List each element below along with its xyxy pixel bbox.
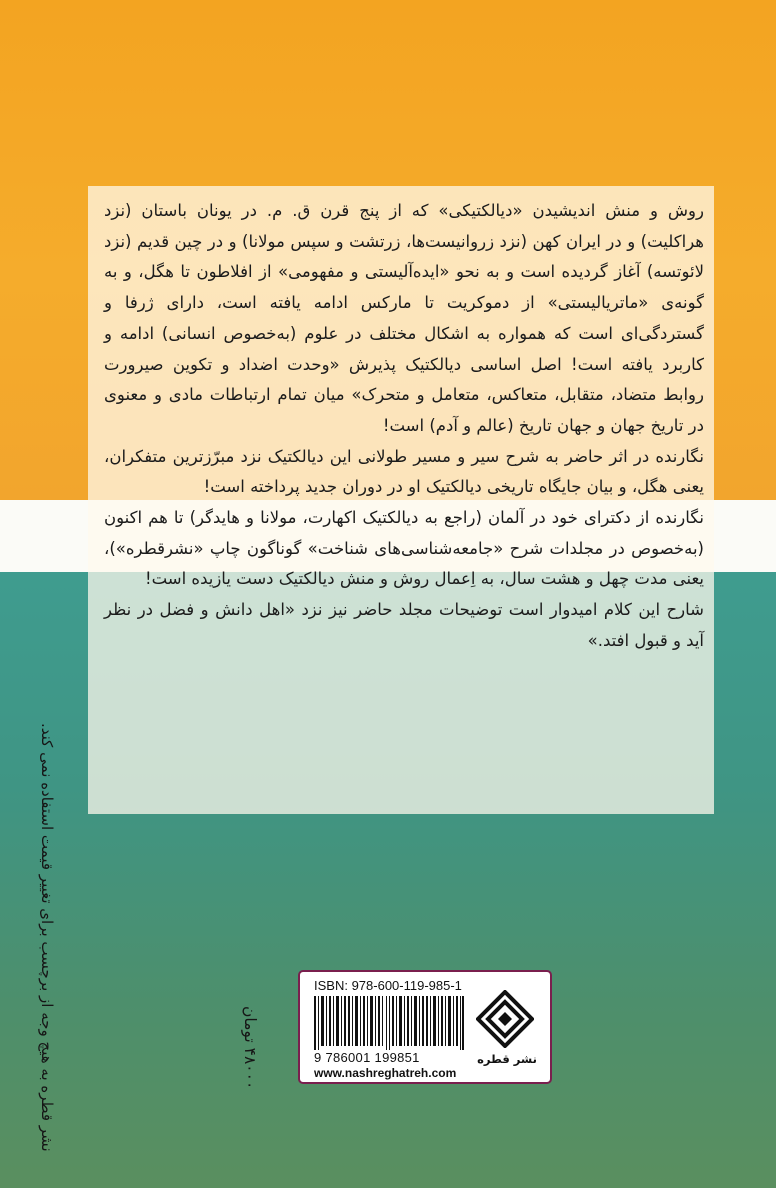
blurb-paragraph-2: نگارنده در اثر حاضر به شرح سیر و مسیر طولانی این دیالکتیک نزد مبرّزترین متفکران، یعنی هگل، و بیان جایگاه تاریخی دیالکتیک او در دوران جدید پرداخته است! <box>104 446 704 497</box>
publisher-logo-icon <box>476 990 534 1048</box>
publisher-website: www.nashreghatreh.com <box>314 1066 457 1080</box>
publisher-name: نشر قطره <box>477 1052 537 1066</box>
blurb-text <box>104 196 704 657</box>
isbn-box <box>298 970 552 1084</box>
blurb-paragraph-3: نگارنده از دکترای خود در آلمان (راجع به دیالکتیک اکهارت، مولانا و هایدگر) تا هم اکنون (به‌خصوص در مجلدات شرح «جامعه‌شناسی‌های شناخت» گوناگون چاپ «نشرقطره»)، یعنی مدت چهل و هشت سال، به اِعمال روش و منش دیالکتیک دست یازیده است! <box>104 508 704 589</box>
barcode-icon <box>314 996 464 1050</box>
isbn-number: ISBN: 978-600-119-985-1 <box>314 978 462 993</box>
blurb-paragraph-1: روش و منش اندیشیدن «دیالکتیکی» که از پنج قرن ق. م. در یونان باستان (نزد هراکلیت) و در ایران کهن (نزد زروانیست‌ها، زرتشت و سپس مولانا) و در چین قدیم (نزد لائوتسه) آغاز گردیده است و به نحو «ایده‌آلیستی و مفهومی» از افلاطون تا هگل، و به گونه‌ی «ماتریالیستی» از دموکریت تا مارکس ادامه یافته است، دارای ژرفا و گستردگی‌ای است که همواره به اشکال مختلف در علوم (به‌خصوص انسانی) ادامه و کاربرد یافته است! اصل اساسی دیالکتیک پذیرش «وحدت اضداد و تکوین صیرورت روابط متضاد، متقابل، متعاکس، متعامل و متحرک» میان تمام ارتباطات مادی و معنوی در تاریخ جهان و جهان تاریخ (عالم و آدم) است! <box>104 201 704 435</box>
barcode-digits: 9 786001 199851 <box>314 1050 420 1065</box>
price: ۴۸۰۰۰ تومان <box>241 1006 259 1090</box>
blurb-paragraph-4: شارح این کلام امیدوار است توضیحات مجلد حاضر نیز نزد «اهل دانش و فضل در نظر آید و قبول افتد.» <box>104 600 704 650</box>
price-label-notice: نشر قطره به هیچ وجه از برچسب برای تغییر قیمت استفاده نمی کند. <box>38 723 56 1152</box>
